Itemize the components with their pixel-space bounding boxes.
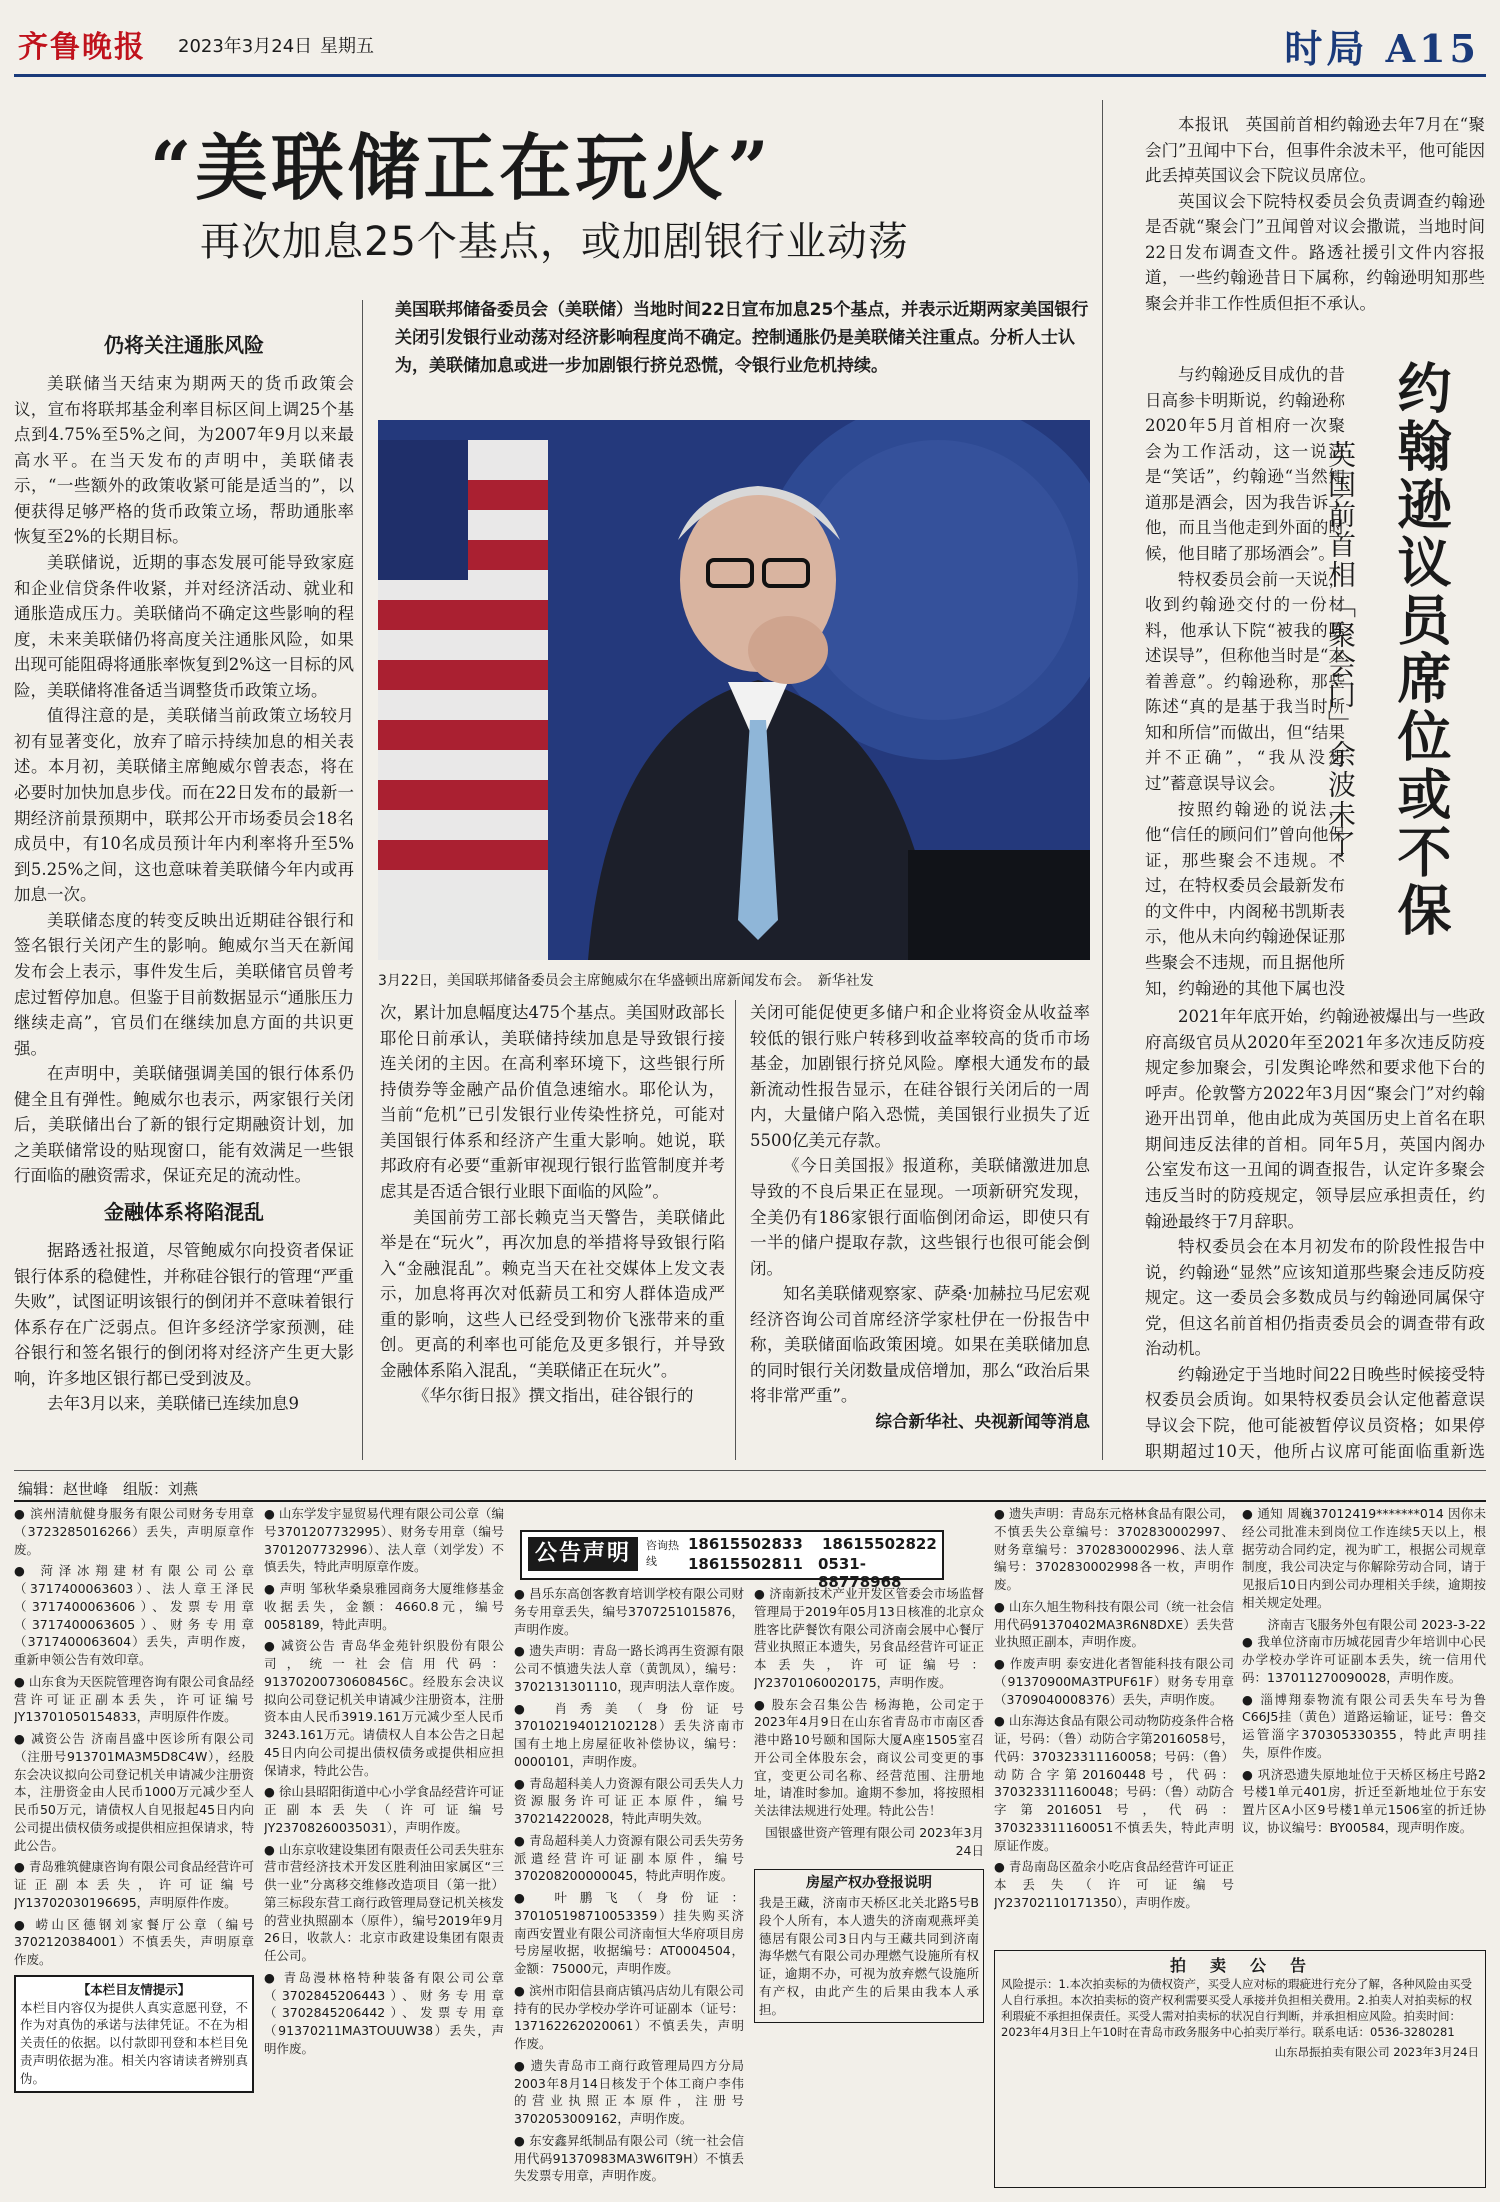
ad-item: ● 我单位济南市历城花园青少年培训中心民办学校办学许可证副本丢失，统一信用代码：137011270090028，声明作废。 bbox=[1242, 1633, 1486, 1686]
ads-column-4 bbox=[754, 1585, 984, 2195]
main-lead: 美国联邦储备委员会（美联储）当地时间22日宣布加息25个基点，并表示近期两家美国银行关闭引发银行业动荡对经济影响程度尚不确定。控制通胀仍是美联储关注重点。分析人士认为，美联储加息或进一步加剧银行挤兑恐慌，令银行业危机持续。 bbox=[395, 300, 1089, 377]
ads-rule bbox=[14, 1500, 1486, 1502]
ad-item: ● 遗失声明：青岛东元格林食品有限公司，不慎丢失公章编号：3702830002997、财务章编号：3702830002996、法人章编号：3702830002998各一枚，声明作废。 bbox=[994, 1505, 1234, 1594]
press-conference-image bbox=[378, 420, 1090, 960]
notice-title: 公告声明 bbox=[528, 1537, 638, 1571]
ad-item: ● 青岛超科美人力资源有限公司丢失人力资源服务许可证正本原件，编号370214220028，特此声明失效。 bbox=[514, 1775, 744, 1828]
side-story-subtitle: 英国前首相「聚会门」余波未了 bbox=[1324, 440, 1357, 860]
ads-column-2 bbox=[264, 1505, 504, 2195]
article-source: 综合新华社、央视新闻等消息 bbox=[875, 1412, 1090, 1431]
notice-header bbox=[520, 1530, 944, 1591]
ad-item: ● 股东会召集公告 杨海艳，公司定于2023年4月9日在山东省青岛市市南区香港中路10号颐和国际大厦A座1505室召开公司全体股东会，商议公司变更的事宜，变更公司名称、经营范围、注册地址，请准时参加。逾期不参加，将按照相关法律法规进行处理。特此公告！ bbox=[754, 1696, 984, 1820]
ad-item: ● 滨州市阳信县商店镇冯店幼儿有限公司持有的民办学校办学许可证副本（证号：137162262020061）不慎丢失，声明作废。 bbox=[514, 1982, 744, 2053]
photo-caption: 3月22日，美国联邦储备委员会主席鲍威尔在华盛顿出席新闻发布会。 新华社发 bbox=[378, 973, 874, 989]
ad-item: ● 青岛南岛区盈余小吃店食品经营许可证正本丢失（许可证编号JY23702110171350），声明作废。 bbox=[994, 1858, 1234, 1911]
side-story-bottom bbox=[1145, 1004, 1485, 1460]
paragraph: 知名美联储观察家、萨桑·加赫拉马尼宏观经济咨询公司首席经济学家杜伊在一份报告中称，美联储面临政策困境。如果在美联储加息的同时银行关闭数量成倍增加，那么“政治后果将非常严重”。 bbox=[750, 1284, 1090, 1406]
paragraph: 美联储态度的转变反映出近期硅谷银行和签名银行关闭产生的影响。鲍威尔当天在新闻发布会上表示，事件发生后，美联储官员曾考虑过暂停加息。但鉴于目前数据显示“通胀压力继续走高”，官员们在继续加息方面的共识更强。 bbox=[14, 910, 354, 1058]
paragraph: 在声明中，美联储强调美国的银行体系仍健全且有弹性。鲍威尔也表示，两家银行关闭后，美联储出台了新的银行定期融资计划，加之美联储常设的贴现窗口，能有效满足一些银行面临的融资需求，保证充足的流动性。 bbox=[14, 1064, 354, 1186]
ad-item: ● 遗失青岛市工商行政管理局四方分局2003年8月14日核发于个体工商户李伟的营业执照正本原件，注册号3702053009162，声明作废。 bbox=[514, 2057, 744, 2128]
paragraph: 次，累计加息幅度达475个基点。美国财政部长耶伦日前承认，美联储持续加息是导致银行接连关闭的主因。在高利率环境下，这些银行所持债券等金融产品价值急速缩水。耶伦认为，当前“危机”已引发银行业传染性挤兑，可能对美国银行体系和经济产生重大影响。她说，联邦政府有必要“重新审视现行银行监管制度并考虑其是否适合银行业眼下面临的风险”。 bbox=[380, 1003, 725, 1201]
column-divider bbox=[735, 1000, 736, 1460]
paragraph: 据路透社报道，尽管鲍威尔向投资者保证银行体系的稳健性，并称硅谷银行的管理“严重失败”，试图证明该银行的倒闭并不意味着银行体系存在广泛弱点。但许多经济学家预测，硅谷银行和签名银行的倒闭将对经济产生更大影响，许多地区银行都已受到波及。 bbox=[14, 1241, 354, 1388]
housing-notice-text: 我是王藏，济南市天桥区北关北路5号B段个人所有，本人遗失的济南观燕坪美德居有限公司3日内与王藏共同到济南海华燃气有限公司办理燃气设施所有权证，逾期不办，可视为放弃燃气设施所有产权，由此产生的后果由我本人承担。 bbox=[759, 1895, 979, 2017]
paragraph: 2021年年底开始，约翰逊被爆出与一些政府高级官员从2020年至2021年多次违反防疫规定参加聚会，引发舆论哗然和要求他下台的呼声。伦敦警方2022年3月因“聚会门”对约翰逊开出罚单，他由此成为英国历史上首名在职期间违反法律的首相。同年5月，英国内阁办公室发布这一丑闻的调查报告，认定许多聚会违反当时的防疫规定，领导层应承担责任，约翰逊最终于7月辞职。 bbox=[1145, 1007, 1485, 1231]
column-divider bbox=[1102, 100, 1103, 1460]
ad-item: ● 徐山县昭阳街道中心小学食品经营许可证正副本丢失（许可证编号JY23708260035031），声明作废。 bbox=[264, 1783, 504, 1836]
issue-date: 2023年3月24日 bbox=[178, 36, 313, 57]
ad-item: ● 崂山区德钢刘家餐厅公章（编号3702120384001）不慎丢失，声明原章作废。 bbox=[14, 1916, 254, 1969]
paragraph: 按照约翰逊的说法，他“信任的顾问们”曾向他保证，那些聚会不违规。不过，在特权委员会最新发布的文件中，内阁秘书凯斯表示，他从未向约翰逊保证那些聚会不违规，而且据他所知，约翰逊的其他下属也没 bbox=[1145, 799, 1345, 998]
paragraph: 与约翰逊反目成仇的昔日高参卡明斯说，约翰逊称2020年5月首相府一次聚会为工作活动，这一说法是“笑话”，约翰逊“当然知道那是酒会，因为我告诉了他，而且当他走到外面的时候，他目睹了那场酒会”。 bbox=[1145, 365, 1345, 563]
issue-weekday: 星期五 bbox=[320, 36, 374, 57]
side-story-narrow bbox=[1145, 362, 1345, 1002]
ad-item: ● 减资公告 济南昌盛中医诊所有限公司（注册号913701MA3M5D8C4W），经股东会决议拟向公司登记机关申请减少注册资本，注册资金由人民币1000万元减少至人民币50万元，请债权人自见报起45日内向公司提出债权债务或提供相应担保请求，特此公告。 bbox=[14, 1730, 254, 1854]
auction-notice bbox=[994, 1950, 1486, 2188]
auction-signature: 山东昂振拍卖有限公司 2023年3月24日 bbox=[1274, 2044, 1479, 2059]
auction-title: 拍 卖 公 告 bbox=[1169, 1956, 1310, 1975]
ads-column-1 bbox=[14, 1505, 254, 2195]
disclaimer-title: 【本栏目友情提示】 bbox=[77, 1981, 191, 1997]
ad-item: ● 青岛雅筑健康咨询有限公司食品经营许可证正副本丢失，许可证编号JY13702030196695，声明原件作废。 bbox=[14, 1858, 254, 1911]
ad-item: ● 山东海达食品有限公司动物防疫条件合格证，号码：（鲁）动防合字第2016058号，代码：370323311160058；号码：（鲁）动防合字第20160448号，代码：370323311160048；号码：（鲁）动防合字第2016051号，代码：370323311160051不慎丢失，特此声明原证作废。 bbox=[994, 1712, 1234, 1854]
ad-item: ● 叶鹏飞（身份证：370105198710053359）挂失购买济南西安置业有限公司济南恒大华府项目房号房屋收据，收据编号：AT0004504，金额：75000元，声明作废。 bbox=[514, 1889, 744, 1978]
header-rule bbox=[14, 74, 1486, 77]
ad-item: ● 遗失声明：青岛一路长鸿再生资源有限公司不慎遗失法人章（黄凯凤），编号：3702131301110，现声明法人章作废。 bbox=[514, 1642, 744, 1695]
side-story-title: 约翰逊议员席位或不保 bbox=[1389, 360, 1453, 940]
paragraph: 美国前劳工部长赖克当天警告，美联储此举是在“玩火”，再次加息的举措将导致银行陷入“金融混乱”。赖克当天在社交媒体上发文表示，加息将再次对低薪员工和穷人群体造成严重的影响，这些人已经受到物价飞涨带来的重创。更高的利率也可能危及更多银行，并导致金融体系陷入混乱，“美联储正在玩火”。 bbox=[380, 1207, 725, 1380]
auction-text: 风险提示：1.本次拍卖标的为债权资产，买受人应对标的瑕疵进行充分了解，各种风险由买受人自行承担。本次拍卖标的资产权利需要买受人承接并负担相关费用。2.拍卖人对拍卖标的权利瑕疵不承担担保责任。买受人需对拍卖标的状况自行判断，并承担相应风险。拍卖时间：2023年4月3日上午10时在青岛市政务服务中心拍卖厅举行。联系电话：0536-3280281 bbox=[1001, 1977, 1472, 2039]
ad-item: ● 减资公告 青岛华金苑针织股份有限公司，统一社会信用代码：91370200730608456C。经股东会决议拟向公司登记机关申请减少注册资本，注册资本由人民币3919.161万元减少至人民币3243.161万元。请债权人自本公告之日起45日内向公司提出债权债务或提供相应担保请求，特此公告。 bbox=[264, 1637, 504, 1779]
disclaimer-text: 本栏目内容仅为提供人真实意愿刊登，不作为对真伪的承诺与法律凭证。不在为相关责任的依据。以付款即刊登和本栏目免责声明依据为准。相关内容请读者辨别真伪。 bbox=[20, 1999, 248, 2086]
ads-column-6 bbox=[1242, 1505, 1486, 1945]
side-story-top bbox=[1145, 112, 1485, 362]
phone-1: 18615502833 bbox=[688, 1535, 803, 1553]
ad-item: ● 昌乐东高创客教育培训学校有限公司财务专用章丢失，编号3707251015876，声明作废。 bbox=[514, 1585, 744, 1638]
footer-rule bbox=[14, 1470, 1486, 1471]
hotline-label: 咨询热线 bbox=[646, 1539, 679, 1568]
ad-item: ● 东安鑫昇纸制品有限公司（统一社会信用代码91370983MA3W6IT9H）不慎丢失发票专用章，声明作废。 bbox=[514, 2132, 744, 2185]
section-label: 时局 A15 bbox=[1284, 26, 1480, 71]
paragraph: 美联储当天结束为期两天的货币政策会议，宣布将联邦基金利率目标区间上调25个基点到4.75%至5%之间，为2007年9月以来最高水平。在当天发布的声明中，美联储表示，“一些额外的政策收紧可能是适当的”，以便获得足够严格的货币政策立场，帮助通胀率恢复至2%的长期目标。 bbox=[14, 374, 354, 547]
editor-credit: 编辑：赵世峰 组版：刘燕 bbox=[18, 1480, 199, 1498]
housing-notice-box bbox=[754, 1869, 984, 2023]
ad-item: ● 青岛超科美人力资源有限公司丢失劳务派遣经营许可证副本原件，编号370208200000045，特此声明作废。 bbox=[514, 1832, 744, 1885]
paragraph: 去年3月以来，美联储已连续加息9 bbox=[47, 1394, 299, 1414]
phone-4: 0531-88778968 bbox=[818, 1555, 902, 1591]
paragraph: 值得注意的是，美联储当前政策立场较月初有显著变化，放弃了暗示持续加息的相关表述。本月初，美联储主席鲍威尔曾表态，将在必要时加快加息步伐。而在22日发布的最新一期经济前景预期中，联邦公开市场委员会18名成员中，有10名成员预计年内利率将升至5%到5.25%之间，这也意味着美联储今年内或再加息一次。 bbox=[14, 706, 354, 905]
main-headline: “美联储正在玩火” bbox=[150, 125, 773, 210]
powell-photo bbox=[378, 420, 1090, 960]
phone-3: 18615502811 bbox=[688, 1555, 803, 1573]
ad-item: ● 青岛漫林格特种装备有限公司公章（3702845206443）、财务专用章（3702845206442）、发票专用章（91370211MA3TOUUW38）丢失，声明作废。 bbox=[264, 1969, 504, 2058]
ad-item: ● 济南新技术产业开发区管委会市场监督管理局于2019年05月13日核准的北京众胜客比萨餐饮有限公司济南会展中心餐厅营业执照正本遗失，另食品经营许可证正本丢失，许可证编号：JY23701060020175，声明作废。 bbox=[754, 1585, 984, 1692]
ads-column-3 bbox=[514, 1585, 744, 2195]
paragraph: 本报讯 英国前首相约翰逊去年7月在“聚会门”丑闻中下台，但事件余波未平，他可能因此丢掉英国议会下院议员席位。 bbox=[1145, 115, 1485, 186]
ad-item: ● 山东京收建设集团有限责任公司丢失驻东营市营经济技术开发区胜利油田家属区“三供一业”分离移交维修改造项目（第一批）第三标段东营工商行政管理局登记机关核发的营业执照副本（原件），编号2019年9月26日，收款人：北京市政建设集团有限责任公司。 bbox=[264, 1841, 504, 1965]
ad-item: ● 菏泽冰翔建材有限公司公章（3717400063603）、法人章王泽民（3717400063606）、发票专用章（3717400063605）、财务专用章（3717400063604）丢失，声明作废，重新申领公告有效印章。 bbox=[14, 1562, 254, 1669]
ad-item: ● 山东久旭生物科技有限公司（统一社会信用代码91370402MA3R6N8DXE）丢失营业执照正副本，声明作废。 bbox=[994, 1598, 1234, 1651]
paragraph: 《华尔街日报》撰文指出，硅谷银行的 bbox=[413, 1386, 694, 1406]
ad-signature: 国银盛世资产管理有限公司 2023年3月24日 bbox=[765, 1824, 984, 1858]
article-column-2 bbox=[380, 1000, 725, 1460]
newspaper-brand: 齐鲁晚报 bbox=[18, 30, 146, 65]
ad-item: ● 作废声明 泰安进化者智能科技有限公司（91370900MA3TPUF61F）财务专用章（3709040008376）丢失，声明作废。 bbox=[994, 1655, 1234, 1708]
section-heading-2: 金融体系将陷混乱 bbox=[104, 1200, 264, 1224]
main-subhead: 再次加息25个基点，或加剧银行业动荡 bbox=[200, 219, 909, 265]
paragraph: 英国议会下院特权委员会负责调查约翰逊是否就“聚会门”丑闻曾对议会撒谎，当地时间22日发布调查文件。路透社援引文件内容报道，一些约翰逊昔日下属称，约翰逊明知那些聚会并非工作性质但拒不承认。 bbox=[1145, 191, 1485, 313]
ad-item: ● 山东学发宇显贸易代理有限公司公章（编号3701207732995）、财务专用章（编号3701207732996）、法人章（刘学发）不慎丢失，特此声明原章作废。 bbox=[264, 1505, 504, 1576]
phone-2: 18615502822 bbox=[822, 1535, 937, 1553]
section-heading-1: 仍将关注通胀风险 bbox=[104, 333, 264, 357]
paragraph: 约翰逊定于当地时间22日晚些时候接受特权委员会质询。如果特权委员会认定他蓄意误导议会下院，他可能被暂停议员资格；如果停职期超过10天，他所占议席可能面临重新选 bbox=[1145, 1364, 1485, 1460]
ad-item: ● 肖秀美（身份证号370102194012102128）丢失济南市国有土地上房屋征收补偿协议，编号：0000101，声明作废。 bbox=[514, 1700, 744, 1771]
ad-item: ● 滨州清航健身服务有限公司财务专用章（3723285016266）丢失，声明原章作废。 bbox=[14, 1505, 254, 1558]
ad-item: ● 通知 周巍37012419*******014 因你未经公司批准未到岗位工作连续5天以上，根据劳动合同约定，视为旷工，根据公司规章制度，我公司决定与你解除劳动合同，请于见报后10日内到公司办理相关手续，逾期按相关规定处理。 bbox=[1242, 1505, 1486, 1612]
column-divider bbox=[362, 300, 363, 1460]
ad-item: ● 巩济恐遗失原地址位于天桥区杨庄号路2号楼1单元401房，折迁至新地址位于东安置片区A小区9号楼1单元1506室的折迁协议，协议编号：BY00584，现声明作废。 bbox=[1242, 1766, 1486, 1837]
article-column-3 bbox=[750, 1000, 1090, 1460]
paragraph: 美联储说，近期的事态发展可能导致家庭和企业信贷条件收紧，并对经济活动、就业和通胀造成压力。美联储尚不确定这些影响的程度，未来美联储仍将高度关注通胀风险，如果出现可能阻碍将通胀率恢复到2%这一目标的风险，美联储将准备适当调整货币政策立场。 bbox=[14, 552, 354, 700]
paragraph: 特权委员会前一天说，收到约翰逊交付的一份材料，他承认下院“被我的陈述误导”，但称他当时是“本着善意”。约翰逊称，那些陈述“真的是基于我当时所知和所信”而做出，但“结果并不正确”，“我从没想过”蓄意误导议会。 bbox=[1145, 569, 1345, 793]
ad-item: ● 声明 邹秋华桑泉雅园商务大厦维修基金收据丢失，金额：4660.8元，编号0058189，特此声明。 bbox=[264, 1580, 504, 1633]
ad-item: ● 淄博翔泰物流有限公司丢失车号为鲁C66J5挂（黄色）道路运输证，证号：鲁交运管淄字370305330355，特此声明挂失，原件作废。 bbox=[1242, 1691, 1486, 1762]
housing-notice-title: 房屋产权办登报说明 bbox=[806, 1875, 932, 1892]
classified-ads bbox=[14, 1505, 1486, 2195]
ad-signature: 济南吉飞服务外包有限公司 2023-3-22 bbox=[1267, 1616, 1486, 1632]
paragraph: 《今日美国报》报道称，美联储激进加息导致的不良后果正在显现。一项新研究发现，全美仍有186家银行面临倒闭命运，即使只有一半的储户提取存款，这些银行也很可能会倒闭。 bbox=[750, 1156, 1090, 1278]
disclaimer-box bbox=[14, 1975, 254, 2094]
ad-item: ● 山东食为天医院管理咨询有限公司食品经营许可证正副本丢失，许可证编号JY13701050154833，声明原件作废。 bbox=[14, 1673, 254, 1726]
paragraph: 特权委员会在本月初发布的阶段性报告中说，约翰逊“显然”应该知道那些聚会违反防疫规定。这一委员会多数成员与约翰逊同属保守党，但这名前首相仍指责委员会的调查带有政治动机。 bbox=[1145, 1237, 1485, 1359]
paragraph: 关闭可能促使更多储户和企业将资金从收益率较低的银行账户转移到收益率较高的货币市场基金，加剧银行挤兑风险。摩根大通发布的最新流动性报告显示，在硅谷银行关闭后的一周内，大量储户陷入恐慌，美国银行业损失了近5500亿美元存款。 bbox=[750, 1003, 1090, 1150]
article-column-1 bbox=[14, 322, 354, 1462]
